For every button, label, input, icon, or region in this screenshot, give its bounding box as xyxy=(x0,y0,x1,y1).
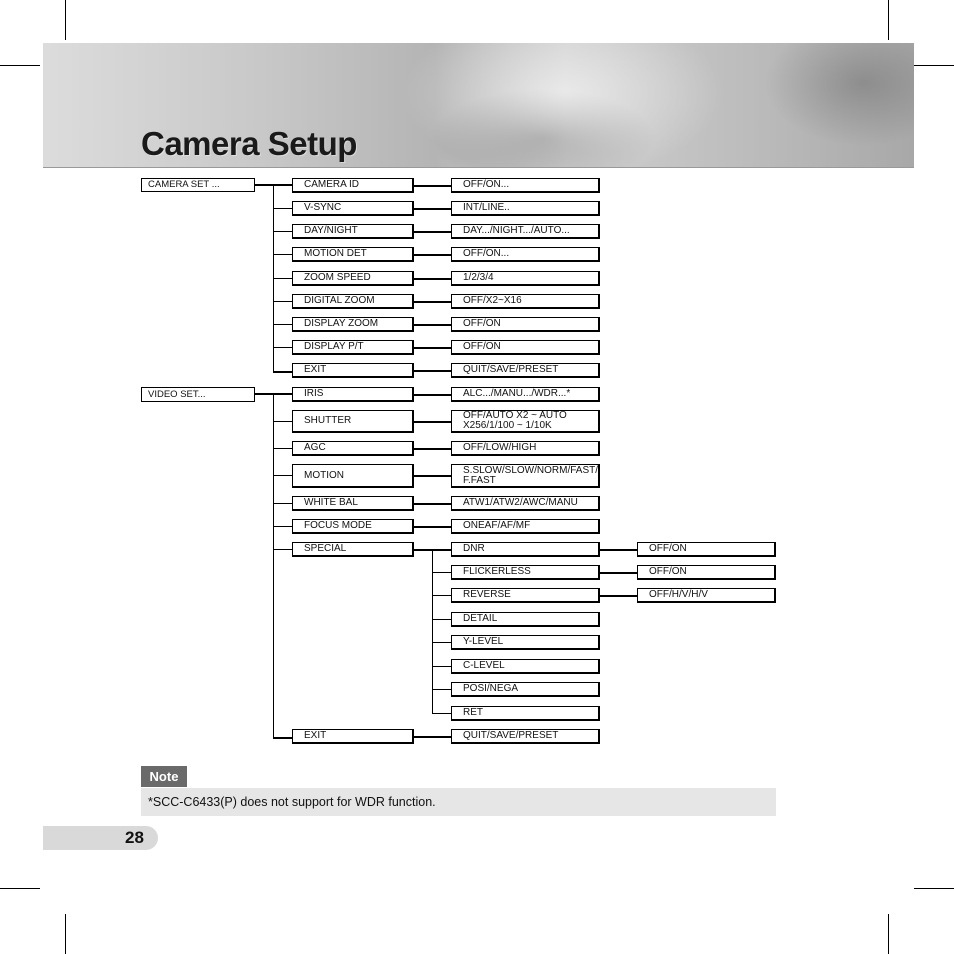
menu-value: OFF/ON... xyxy=(451,247,600,262)
menu-root-camera-set: CAMERA SET ... xyxy=(141,178,255,192)
menu-item: EXIT xyxy=(292,729,414,744)
connector xyxy=(273,324,292,325)
page-title: Camera Setup xyxy=(141,125,357,162)
menu-item: FOCUS MODE xyxy=(292,519,414,534)
page-number: 28 xyxy=(125,828,144,847)
menu-value: ATW1/ATW2/AWC/MANU xyxy=(451,496,600,511)
crop-mark xyxy=(0,65,40,66)
connector xyxy=(414,475,451,477)
menu-value: INT/LINE.. xyxy=(451,201,600,216)
connector xyxy=(273,394,274,738)
menu-item: SHUTTER xyxy=(292,410,414,433)
connector xyxy=(432,689,451,690)
connector xyxy=(273,254,292,255)
menu-value: OFF/ON... xyxy=(451,178,600,193)
menu-item: MOTION DET xyxy=(292,247,414,262)
submenu-value: OFF/ON xyxy=(637,542,776,557)
menu-item: IRIS xyxy=(292,387,414,402)
crop-mark xyxy=(914,888,954,889)
connector xyxy=(414,421,451,423)
connector xyxy=(273,347,292,348)
submenu-value: OFF/ON xyxy=(637,565,776,580)
menu-item: DISPLAY P/T xyxy=(292,340,414,355)
connector xyxy=(414,231,451,233)
connector xyxy=(432,642,451,643)
menu-value: OFF/LOW/HIGH xyxy=(451,441,600,456)
header-banner xyxy=(43,43,914,168)
crop-mark xyxy=(0,888,40,889)
connector xyxy=(432,666,451,667)
connector xyxy=(414,736,451,738)
connector xyxy=(414,370,451,372)
crop-mark xyxy=(65,914,66,954)
connector xyxy=(600,572,637,574)
menu-item: DISPLAY ZOOM xyxy=(292,317,414,332)
menu-value: ALC.../MANU.../WDR...* xyxy=(451,387,600,402)
connector xyxy=(600,595,637,597)
menu-root-video-set: VIDEO SET... xyxy=(141,387,255,402)
connector xyxy=(414,324,451,326)
crop-mark xyxy=(888,0,889,40)
menu-item: WHITE BAL xyxy=(292,496,414,511)
submenu-item: RET xyxy=(451,706,600,721)
connector xyxy=(273,448,292,449)
connector xyxy=(273,185,292,186)
menu-value: OFF/ON xyxy=(451,340,600,355)
connector xyxy=(414,208,451,210)
connector xyxy=(273,231,292,232)
crop-mark xyxy=(888,914,889,954)
connector xyxy=(414,503,451,505)
menu-item: V-SYNC xyxy=(292,201,414,216)
connector xyxy=(273,301,292,302)
menu-value: 1/2/3/4 xyxy=(451,271,600,286)
submenu-item: DETAIL xyxy=(451,612,600,627)
connector xyxy=(600,549,637,551)
submenu-item: DNR xyxy=(451,542,600,557)
menu-value: ONEAF/AF/MF xyxy=(451,519,600,534)
connector xyxy=(273,526,292,527)
menu-item: EXIT xyxy=(292,363,414,378)
connector xyxy=(273,475,292,476)
menu-item: MOTION xyxy=(292,464,414,488)
connector xyxy=(273,421,292,422)
connector xyxy=(273,371,292,373)
crop-mark xyxy=(65,0,66,40)
submenu-item: FLICKERLESS xyxy=(451,565,600,580)
connector xyxy=(273,737,292,739)
menu-value: QUIT/SAVE/PRESET xyxy=(451,363,600,378)
menu-value: S.SLOW/SLOW/NORM/FAST/ F.FAST xyxy=(451,464,600,488)
connector xyxy=(273,503,292,504)
menu-item: CAMERA ID xyxy=(292,178,414,193)
connector xyxy=(414,347,451,349)
menu-item: ZOOM SPEED xyxy=(292,271,414,286)
connector xyxy=(414,301,451,303)
connector xyxy=(432,595,451,596)
menu-item: DIGITAL ZOOM xyxy=(292,294,414,309)
menu-value: OFF/X2~X16 xyxy=(451,294,600,309)
connector xyxy=(414,526,451,528)
menu-value: OFF/AUTO X2 ~ AUTO X256/1/100 ~ 1/10K xyxy=(451,410,600,433)
menu-item: AGC xyxy=(292,441,414,456)
submenu-item: Y-LEVEL xyxy=(451,635,600,650)
connector xyxy=(273,549,292,550)
note-text: *SCC-C6433(P) does not support for WDR function. xyxy=(141,788,776,816)
connector xyxy=(273,208,292,209)
connector xyxy=(414,278,451,280)
submenu-value: OFF/H/V/H/V xyxy=(637,588,776,603)
submenu-item: REVERSE xyxy=(451,588,600,603)
connector xyxy=(432,713,451,714)
menu-item-special: SPECIAL xyxy=(292,542,414,557)
connector xyxy=(432,619,451,620)
submenu-item: POSI/NEGA xyxy=(451,682,600,697)
menu-value: QUIT/SAVE/PRESET xyxy=(451,729,600,744)
connector xyxy=(414,254,451,256)
connector xyxy=(414,448,451,450)
menu-item: DAY/NIGHT xyxy=(292,224,414,239)
crop-mark xyxy=(914,65,954,66)
connector xyxy=(414,185,451,187)
connector xyxy=(432,572,451,573)
submenu-item: C-LEVEL xyxy=(451,659,600,674)
menu-value: OFF/ON xyxy=(451,317,600,332)
note-label: Note xyxy=(141,766,187,787)
menu-value: DAY.../NIGHT.../AUTO... xyxy=(451,224,600,239)
connector xyxy=(414,394,451,396)
connector xyxy=(273,278,292,279)
